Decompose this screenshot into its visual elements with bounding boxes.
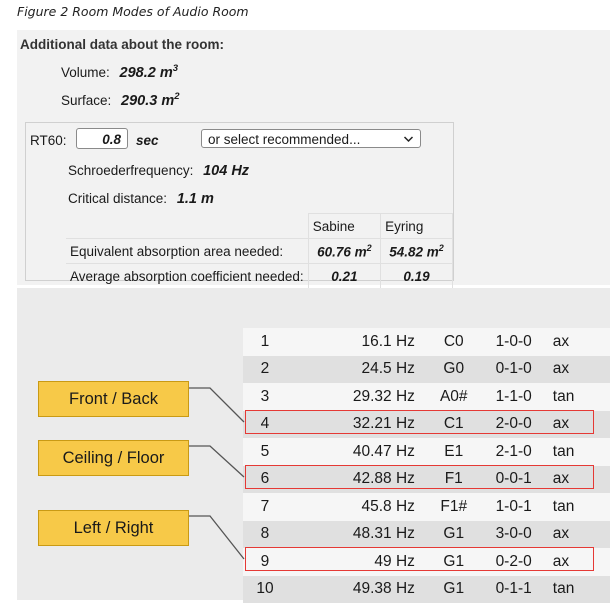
critical-distance-row: [68, 191, 214, 207]
table-cell: E1: [425, 438, 483, 466]
table-cell: 1: [243, 328, 287, 356]
table-cell: C0: [425, 328, 483, 356]
table-cell: 24.5 Hz: [287, 356, 425, 384]
table-cell: 32.21 Hz: [287, 411, 425, 439]
table-cell: 2: [243, 356, 287, 384]
table-cell: ax: [545, 411, 610, 439]
table-cell: ax: [545, 328, 610, 356]
recommended-select[interactable]: [201, 129, 421, 148]
highlight-ceiling-floor-row: [245, 465, 594, 489]
highlight-left-right-row: [245, 547, 594, 571]
absorption-area-label: Equivalent absorption area needed:: [66, 239, 308, 264]
table-cell: 0-1-1: [483, 576, 545, 603]
left-right-label: Left / Right: [38, 510, 189, 546]
table-cell: G1: [425, 548, 483, 576]
rt60-input[interactable]: 0.8: [76, 128, 128, 149]
sabine-header: Sabine: [308, 214, 380, 239]
table-cell: 29.32 Hz: [287, 383, 425, 411]
ceiling-floor-label: Ceiling / Floor: [38, 440, 189, 476]
critical-distance-label: Critical distance:: [68, 191, 167, 206]
table-cell: 5: [243, 438, 287, 466]
table-cell: 40.47 Hz: [287, 438, 425, 466]
rt60-label: RT60:: [30, 133, 67, 148]
value-text: 298.2 m: [120, 65, 173, 81]
unit-exponent: 2: [174, 91, 179, 102]
table-cell: 2-1-0: [483, 438, 545, 466]
table-cell: 42.88 Hz: [287, 466, 425, 494]
table-cell: 3: [243, 383, 287, 411]
table-cell: C1: [425, 411, 483, 439]
table-cell: 3-0-0: [483, 521, 545, 549]
table-cell: 49 Hz: [287, 548, 425, 576]
table-cell: G1: [425, 576, 483, 603]
schroeder-row: [68, 163, 249, 179]
table-cell: 45.8 Hz: [287, 493, 425, 521]
table-cell: tan: [545, 493, 610, 521]
volume-label: Volume:: [61, 65, 110, 80]
table-row: [243, 328, 610, 356]
table-cell: 0-1-0: [483, 356, 545, 384]
table-cell: F1: [425, 466, 483, 494]
chevron-down-icon: [403, 130, 414, 156]
table-cell: 0-0-1: [483, 466, 545, 494]
table-cell: 9: [243, 548, 287, 576]
table-cell: 1-0-0: [483, 328, 545, 356]
room-data-panel: [17, 30, 610, 285]
table-cell: F1#: [425, 493, 483, 521]
table-cell: ax: [545, 356, 610, 384]
rt60-unit: sec: [136, 133, 159, 148]
table-row: [243, 438, 610, 466]
value-text: 60.76 m: [317, 244, 367, 259]
room-data-header: Additional data about the room:: [20, 37, 224, 52]
table-cell: G0: [425, 356, 483, 384]
table-cell: tan: [545, 383, 610, 411]
table-cell: 10: [243, 576, 287, 603]
surface-row: [61, 91, 180, 109]
table-row: [243, 576, 610, 603]
recommended-select-value: or select recommended...: [208, 132, 360, 147]
table-cell: 6: [243, 466, 287, 494]
table-row: [243, 521, 610, 549]
absorption-table: [66, 213, 453, 289]
table-cell: 1-1-0: [483, 383, 545, 411]
table-cell: ax: [545, 548, 610, 576]
schroeder-label: Schroederfrequency:: [68, 163, 193, 178]
table-cell: 49.38 Hz: [287, 576, 425, 603]
surface-value: [121, 93, 180, 109]
table-cell: 8: [243, 521, 287, 549]
unit-exponent: 2: [367, 243, 372, 253]
table-cell: tan: [545, 576, 610, 603]
table-cell: ax: [545, 466, 610, 494]
highlight-front-back-row: [245, 410, 594, 434]
table-cell: 7: [243, 493, 287, 521]
table-cell: G1: [425, 521, 483, 549]
table-row: [243, 383, 610, 411]
table-cell: tan: [545, 438, 610, 466]
volume-value: [120, 65, 179, 81]
unit-exponent: 2: [439, 243, 444, 253]
figure-caption: Figure 2 Room Modes of Audio Room: [17, 4, 249, 19]
critical-distance-value: 1.1 m: [177, 191, 214, 207]
absorption-area-eyring: [381, 239, 453, 264]
unit-exponent: 3: [173, 63, 178, 74]
table-cell: 0-2-0: [483, 548, 545, 576]
rt60-box: [25, 122, 454, 281]
table-cell: 4: [243, 411, 287, 439]
table-cell: 16.1 Hz: [287, 328, 425, 356]
schroeder-value: 104 Hz: [203, 163, 249, 179]
table-cell: ax: [545, 521, 610, 549]
absorption-area-sabine: [308, 239, 380, 264]
absorption-coef-eyring: 0.19: [381, 264, 453, 289]
surface-label: Surface:: [61, 93, 111, 108]
absorption-area-row: [66, 239, 453, 264]
absorption-header-row: [66, 214, 453, 239]
table-row: [243, 493, 610, 521]
table-cell: A0#: [425, 383, 483, 411]
table-cell: 48.31 Hz: [287, 521, 425, 549]
table-row: [243, 356, 610, 384]
table-cell: 2-0-0: [483, 411, 545, 439]
absorption-coef-label: Average absorption coefficient needed:: [66, 264, 308, 289]
value-text: 290.3 m: [121, 93, 174, 109]
absorption-coef-sabine: 0.21: [308, 264, 380, 289]
volume-row: [61, 63, 178, 81]
front-back-label: Front / Back: [38, 381, 189, 417]
eyring-header: Eyring: [381, 214, 453, 239]
table-cell: 1-0-1: [483, 493, 545, 521]
value-text: 54.82 m: [389, 244, 439, 259]
absorption-coef-row: [66, 264, 453, 289]
